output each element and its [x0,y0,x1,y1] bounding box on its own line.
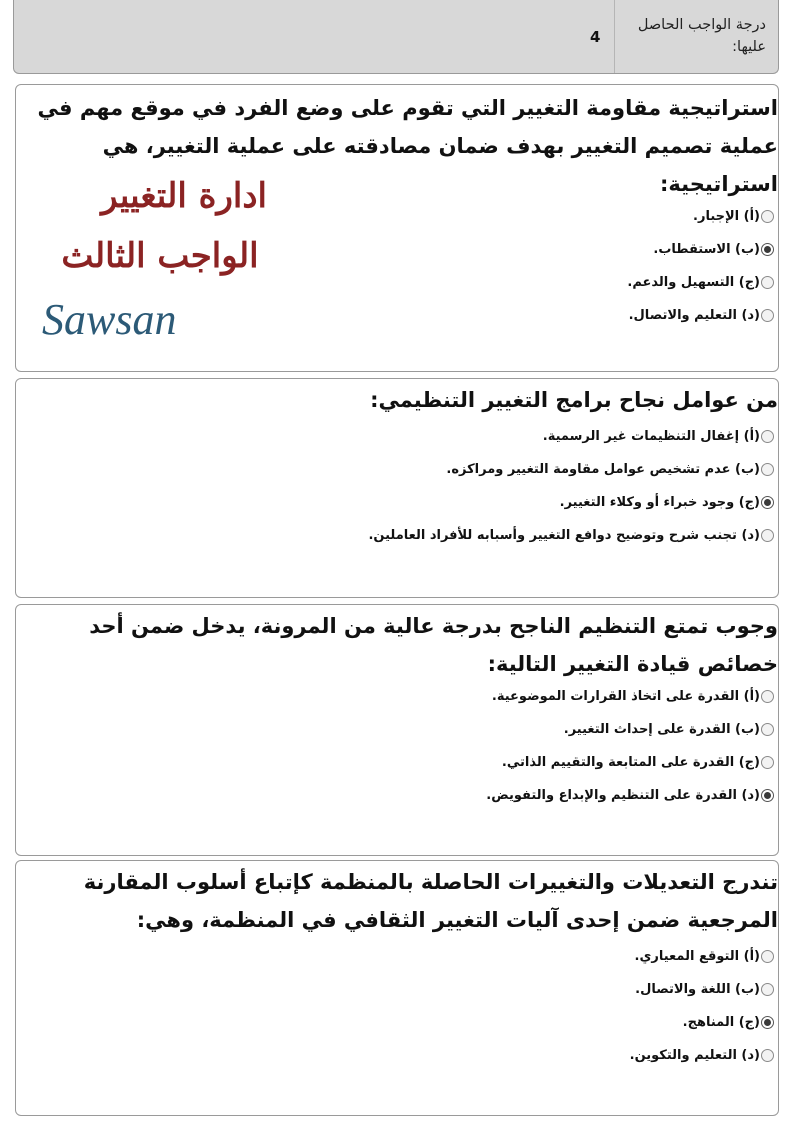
choice-label: (ج) التسهيل والدعم. [627,274,760,290]
radio-button[interactable] [761,950,774,963]
radio-button[interactable] [761,756,774,769]
radio-button[interactable] [761,983,774,996]
choice-label: (ب) عدم تشخيص عوامل مقاومة التغيير ومراكزه. [446,461,760,477]
question-card-4 [15,860,779,1116]
choice-label: (أ) إغفال التنظيمات غير الرسمية. [542,428,760,444]
choice-item[interactable] [368,458,774,480]
radio-button[interactable] [761,723,774,736]
choice-label: (أ) الإجبار. [693,208,760,224]
radio-button[interactable] [761,210,774,223]
radio-button-selected[interactable] [761,243,774,256]
choice-item[interactable] [630,1011,774,1033]
choice-item[interactable] [627,205,774,227]
grade-label: درجة الواجب الحاصل عليها: [614,0,778,73]
overlay-title-line2: الواجب الثالث [61,236,259,276]
grade-summary-bar [13,0,779,74]
choice-item[interactable] [368,425,774,447]
choice-item[interactable] [630,978,774,1000]
choice-item[interactable] [486,718,774,740]
question-text: من عوامل نجاح برامج التغيير التنظيمي: [370,388,778,412]
question-card-2 [15,378,779,598]
choices-list [627,205,774,337]
radio-button-selected[interactable] [761,789,774,802]
choice-label: (ج) المناهج. [682,1014,760,1030]
radio-button[interactable] [761,1049,774,1062]
overlay-title-line1: ادارة التغيير [101,176,267,216]
radio-button[interactable] [761,529,774,542]
radio-button[interactable] [761,430,774,443]
choice-label: (ج) القدرة على المتابعة والتقييم الذاتي. [501,754,760,770]
choice-label: (ب) القدرة على إحداث التغيير. [563,721,760,737]
choice-label: (أ) التوقع المعياري. [634,948,760,964]
choice-label: (ب) الاستقطاب. [653,241,760,257]
choice-label: (أ) القدرة على اتخاذ القرارات الموضوعية. [491,688,760,704]
choice-label: (د) التعليم والتكوين. [629,1047,760,1063]
choice-label: (د) القدرة على التنظيم والإبداع والتفويض. [486,787,760,803]
radio-button[interactable] [761,309,774,322]
radio-button[interactable] [761,463,774,476]
signature-text: Sawsan [42,295,177,344]
radio-button[interactable] [761,276,774,289]
choice-label: (ج) وجود خبراء أو وكلاء التغيير. [559,494,760,510]
choice-item[interactable] [627,238,774,260]
radio-button-selected[interactable] [761,1016,774,1029]
radio-button-selected[interactable] [761,496,774,509]
choice-item[interactable] [627,271,774,293]
choice-label: (د) تجنب شرح وتوضيح دوافع التغيير وأسبابه للأفراد العاملين. [368,527,760,543]
question-text: استراتيجية مقاومة التغيير التي تقوم على وضع الفرد في موقع مهم في عملية تصميم التغيير بهدف ضمان مصادقته على عملية التغيير، هي استراتيجية: [37,96,778,196]
choice-item[interactable] [486,751,774,773]
choice-item[interactable] [630,1044,774,1066]
radio-button[interactable] [761,690,774,703]
choice-item[interactable] [486,685,774,707]
choice-item[interactable] [627,304,774,326]
question-text: تندرج التعديلات والتغييرات الحاصلة بالمنظمة كإتباع أسلوب المقارنة المرجعية ضمن إحدى آليات التغيير الثقافي في المنظمة، وهي: [83,870,778,932]
choice-item[interactable] [486,784,774,806]
choice-label: (ب) اللغة والاتصال. [635,981,760,997]
question-text: وجوب تمتع التنظيم الناجح بدرجة عالية من المرونة، يدخل ضمن أحد خصائص قيادة التغيير التالية: [89,614,778,676]
choice-item[interactable] [368,524,774,546]
choice-item[interactable] [368,491,774,513]
choice-item[interactable] [630,945,774,967]
grade-value: 4 [590,28,601,46]
choices-list [368,425,774,557]
choices-list [630,945,774,1077]
question-card-3 [15,604,779,856]
choice-label: (د) التعليم والاتصال. [628,307,760,323]
choices-list [486,685,774,817]
